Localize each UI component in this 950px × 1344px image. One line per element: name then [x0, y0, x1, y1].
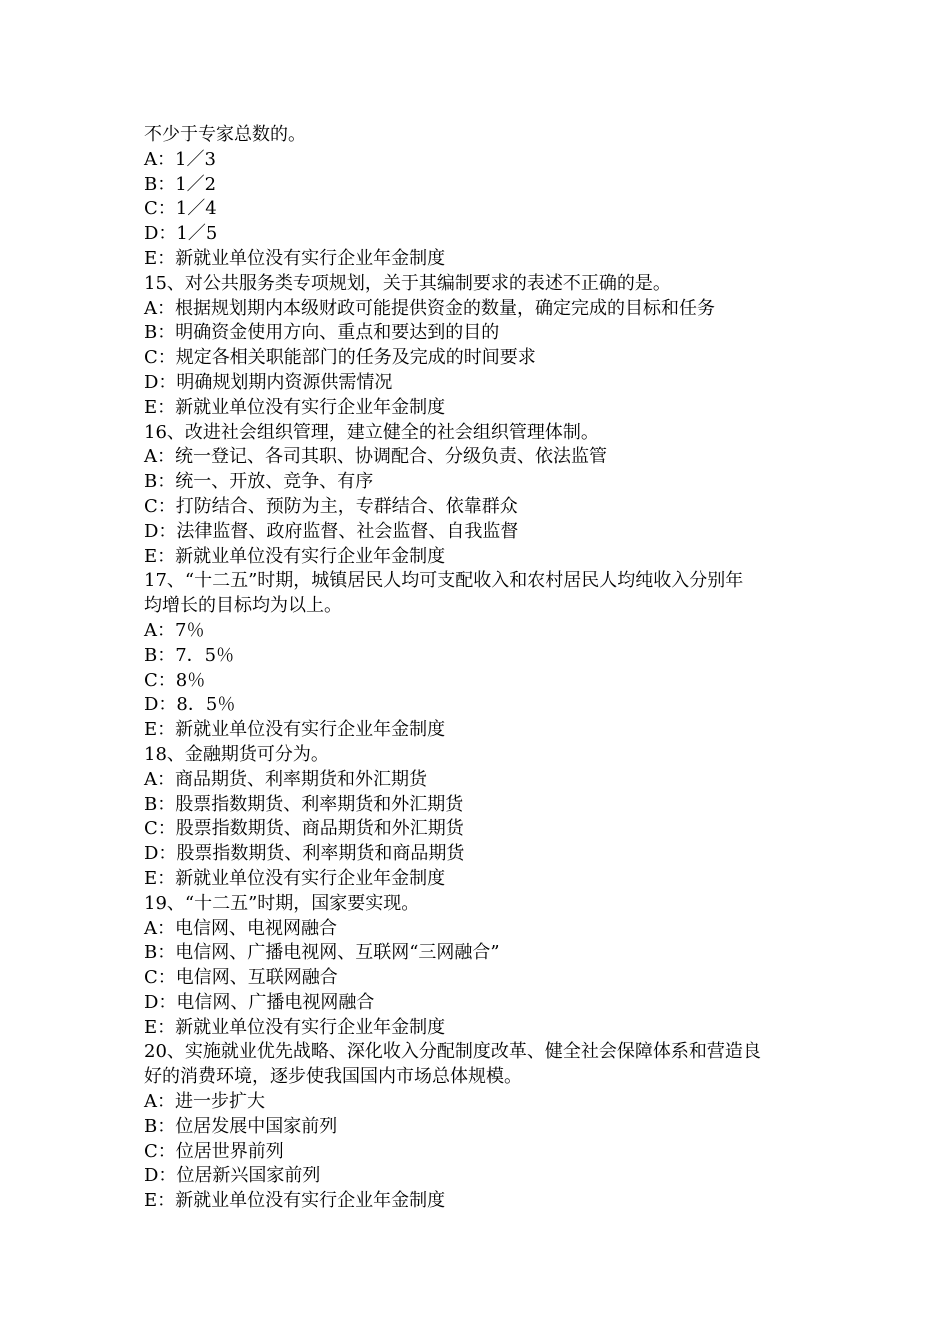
- option-line: A：根据规划期内本级财政可能提供资金的数量，确定完成的目标和任务: [144, 297, 715, 319]
- option-line: B：7．5％: [144, 644, 235, 666]
- option-line: B：统一、开放、竞争、有序: [144, 471, 374, 493]
- option-line: C：股票指数期货、商品期货和外汇期货: [144, 818, 464, 840]
- option-line: D：8．5％: [144, 694, 236, 716]
- option-line: E：新就业单位没有实行企业年金制度: [144, 1190, 446, 1212]
- option-line: B：1／2: [144, 173, 217, 195]
- question-20: 20、实施就业优先战略、深化收入分配制度改革、健全社会保障体系和营造良: [144, 1041, 761, 1063]
- option-line: C：规定各相关职能部门的任务及完成的时间要求: [144, 347, 536, 369]
- question-18: 18、金融期货可分为。: [144, 743, 329, 765]
- question-19: 19、“十二五”时期，国家要实现。: [144, 892, 420, 914]
- option-line: E：新就业单位没有实行企业年金制度: [144, 719, 446, 741]
- option-line: A：电信网、电视网融合: [144, 917, 337, 939]
- option-line: E：新就业单位没有实行企业年金制度: [144, 1016, 446, 1038]
- question-20-continued: 好的消费环境，逐步使我国国内市场总体规模。: [144, 1066, 522, 1088]
- option-line: A：7％: [144, 619, 205, 641]
- option-line: C：电信网、互联网融合: [144, 967, 338, 989]
- option-line: E：新就业单位没有实行企业年金制度: [144, 396, 446, 418]
- option-line: D：1／5: [144, 223, 218, 245]
- option-line: D：位居新兴国家前列: [144, 1165, 321, 1187]
- option-line: B：电信网、广播电视网、互联网“三网融合”: [144, 942, 500, 964]
- question-17-continued: 均增长的目标均为以上。: [144, 595, 342, 617]
- question-15: 15、对公共服务类专项规划，关于其编制要求的表述不正确的是。: [144, 272, 671, 294]
- option-line: E：新就业单位没有实行企业年金制度: [144, 545, 446, 567]
- option-line: A：1／3: [144, 148, 216, 170]
- option-line: A：进一步扩大: [144, 1091, 265, 1113]
- option-line: A：商品期货、利率期货和外汇期货: [144, 768, 427, 790]
- option-line: C：位居世界前列: [144, 1140, 284, 1162]
- option-line: C：打防结合、预防为主，专群结合、依靠群众: [144, 495, 518, 517]
- option-line: D：股票指数期货、利率期货和商品期货: [144, 843, 465, 865]
- question-17: 17、“十二五”时期，城镇居民人均可支配收入和农村居民人均纯收入分别年: [144, 570, 744, 592]
- option-line: B：股票指数期货、利率期货和外汇期货: [144, 793, 464, 815]
- document-page: [144, 123, 824, 1214]
- text-line: 不少于专家总数的。: [144, 124, 306, 145]
- option-line: C：1／4: [144, 198, 217, 220]
- question-16: 16、改进社会组织管理，建立健全的社会组织管理体制。: [144, 421, 599, 443]
- option-line: B：明确资金使用方向、重点和要达到的目的: [144, 322, 500, 344]
- option-line: E：新就业单位没有实行企业年金制度: [144, 867, 446, 889]
- option-line: D：明确规划期内资源供需情况: [144, 371, 393, 393]
- option-line: D：法律监督、政府监督、社会监督、自我监督: [144, 520, 519, 542]
- option-line: B：位居发展中国家前列: [144, 1115, 338, 1137]
- option-line: E：新就业单位没有实行企业年金制度: [144, 247, 446, 269]
- option-line: C：8％: [144, 669, 206, 691]
- option-line: A：统一登记、各司其职、协调配合、分级负责、依法监管: [144, 446, 607, 468]
- option-line: D：电信网、广播电视网融合: [144, 991, 375, 1013]
